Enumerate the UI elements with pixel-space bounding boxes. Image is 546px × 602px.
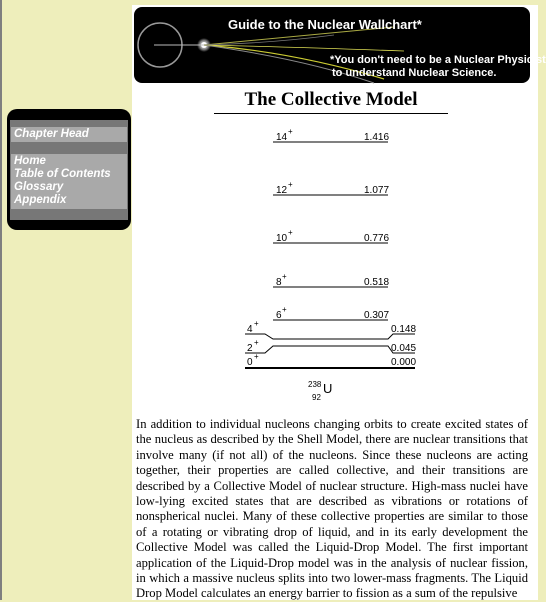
level-parity-0: + — [254, 352, 259, 361]
level-energy-4: 0.148 — [391, 324, 417, 335]
level-energy-0: 0.000 — [391, 357, 417, 368]
site-banner[interactable] — [134, 7, 546, 83]
level-parity-6: + — [282, 305, 287, 314]
body-paragraph: In addition to individual nucleons changing orbits to create excited states of the nucleus as described by the Shell Model, there are nuclear transitions that involve many (if not all) of the nucleons. Since these nucleons are acting together, their properties are called collective, and their transitions are described by a Collective Model of nuclear structure. High-mass nuclei have low-lying excited states that are described as vibrations or rotations of nonspherical nuclei. Many of these collective properties are similar to those of a rotating or vibrating drop of liquid, and in its early development the Collective Model was called the Liquid-Drop Model. The first important application of the Liquid-Drop model was in the analysis of nuclear fission, in which a massive nucleus splits into two lower-mass fragments. The Liquid Drop Model calculates an energy barrier to fission as a sum of the repulsive — [136, 417, 528, 601]
nav-link-table-of-contents[interactable]: Table of Contents — [14, 168, 111, 180]
banner-title: Guide to the Nuclear Wallchart* — [228, 17, 422, 32]
level-energy-14: 1.416 — [364, 132, 390, 143]
level-parity-14: + — [288, 127, 293, 136]
level-energy-2: 0.045 — [391, 343, 417, 354]
level-spin-2: 2 — [247, 343, 253, 354]
energy-level-diagram — [240, 125, 417, 410]
nucleus-atomic-number: 92 — [312, 393, 321, 402]
level-parity-12: + — [288, 180, 293, 189]
level-parity-10: + — [288, 228, 293, 237]
level-parity-8: + — [282, 272, 287, 281]
banner-subtitle-2: to understand Nuclear Science. — [332, 67, 497, 79]
level-spin-14: 14 — [276, 132, 288, 143]
level-line-2 — [245, 346, 415, 353]
level-parity-4: + — [254, 319, 259, 328]
level-spin-10: 10 — [276, 233, 288, 244]
nav-link-appendix[interactable]: Appendix — [14, 194, 67, 206]
chapter-head-label: Chapter Head — [14, 128, 89, 140]
level-line-4 — [245, 334, 415, 339]
nav-link-glossary[interactable]: Glossary — [14, 181, 64, 193]
nucleus-symbol: U — [323, 381, 333, 396]
level-spin-8: 8 — [276, 277, 282, 288]
window-left-edge — [0, 0, 2, 600]
nav-link-home[interactable]: Home — [14, 155, 46, 167]
banner-subtitle-1: *You don't need to be a Nuclear Physicist — [330, 54, 546, 66]
level-spin-4: 4 — [247, 324, 253, 335]
level-parity-2: + — [254, 338, 259, 347]
level-spin-12: 12 — [276, 185, 288, 196]
level-spin-6: 6 — [276, 310, 282, 321]
level-spin-0: 0 — [247, 357, 253, 368]
level-energy-12: 1.077 — [364, 185, 390, 196]
page-title: The Collective Model — [214, 89, 448, 114]
level-energy-10: 0.776 — [364, 233, 390, 244]
level-energy-6: 0.307 — [364, 310, 390, 321]
nucleus-mass-number: 238 — [308, 380, 322, 389]
level-energy-8: 0.518 — [364, 277, 390, 288]
